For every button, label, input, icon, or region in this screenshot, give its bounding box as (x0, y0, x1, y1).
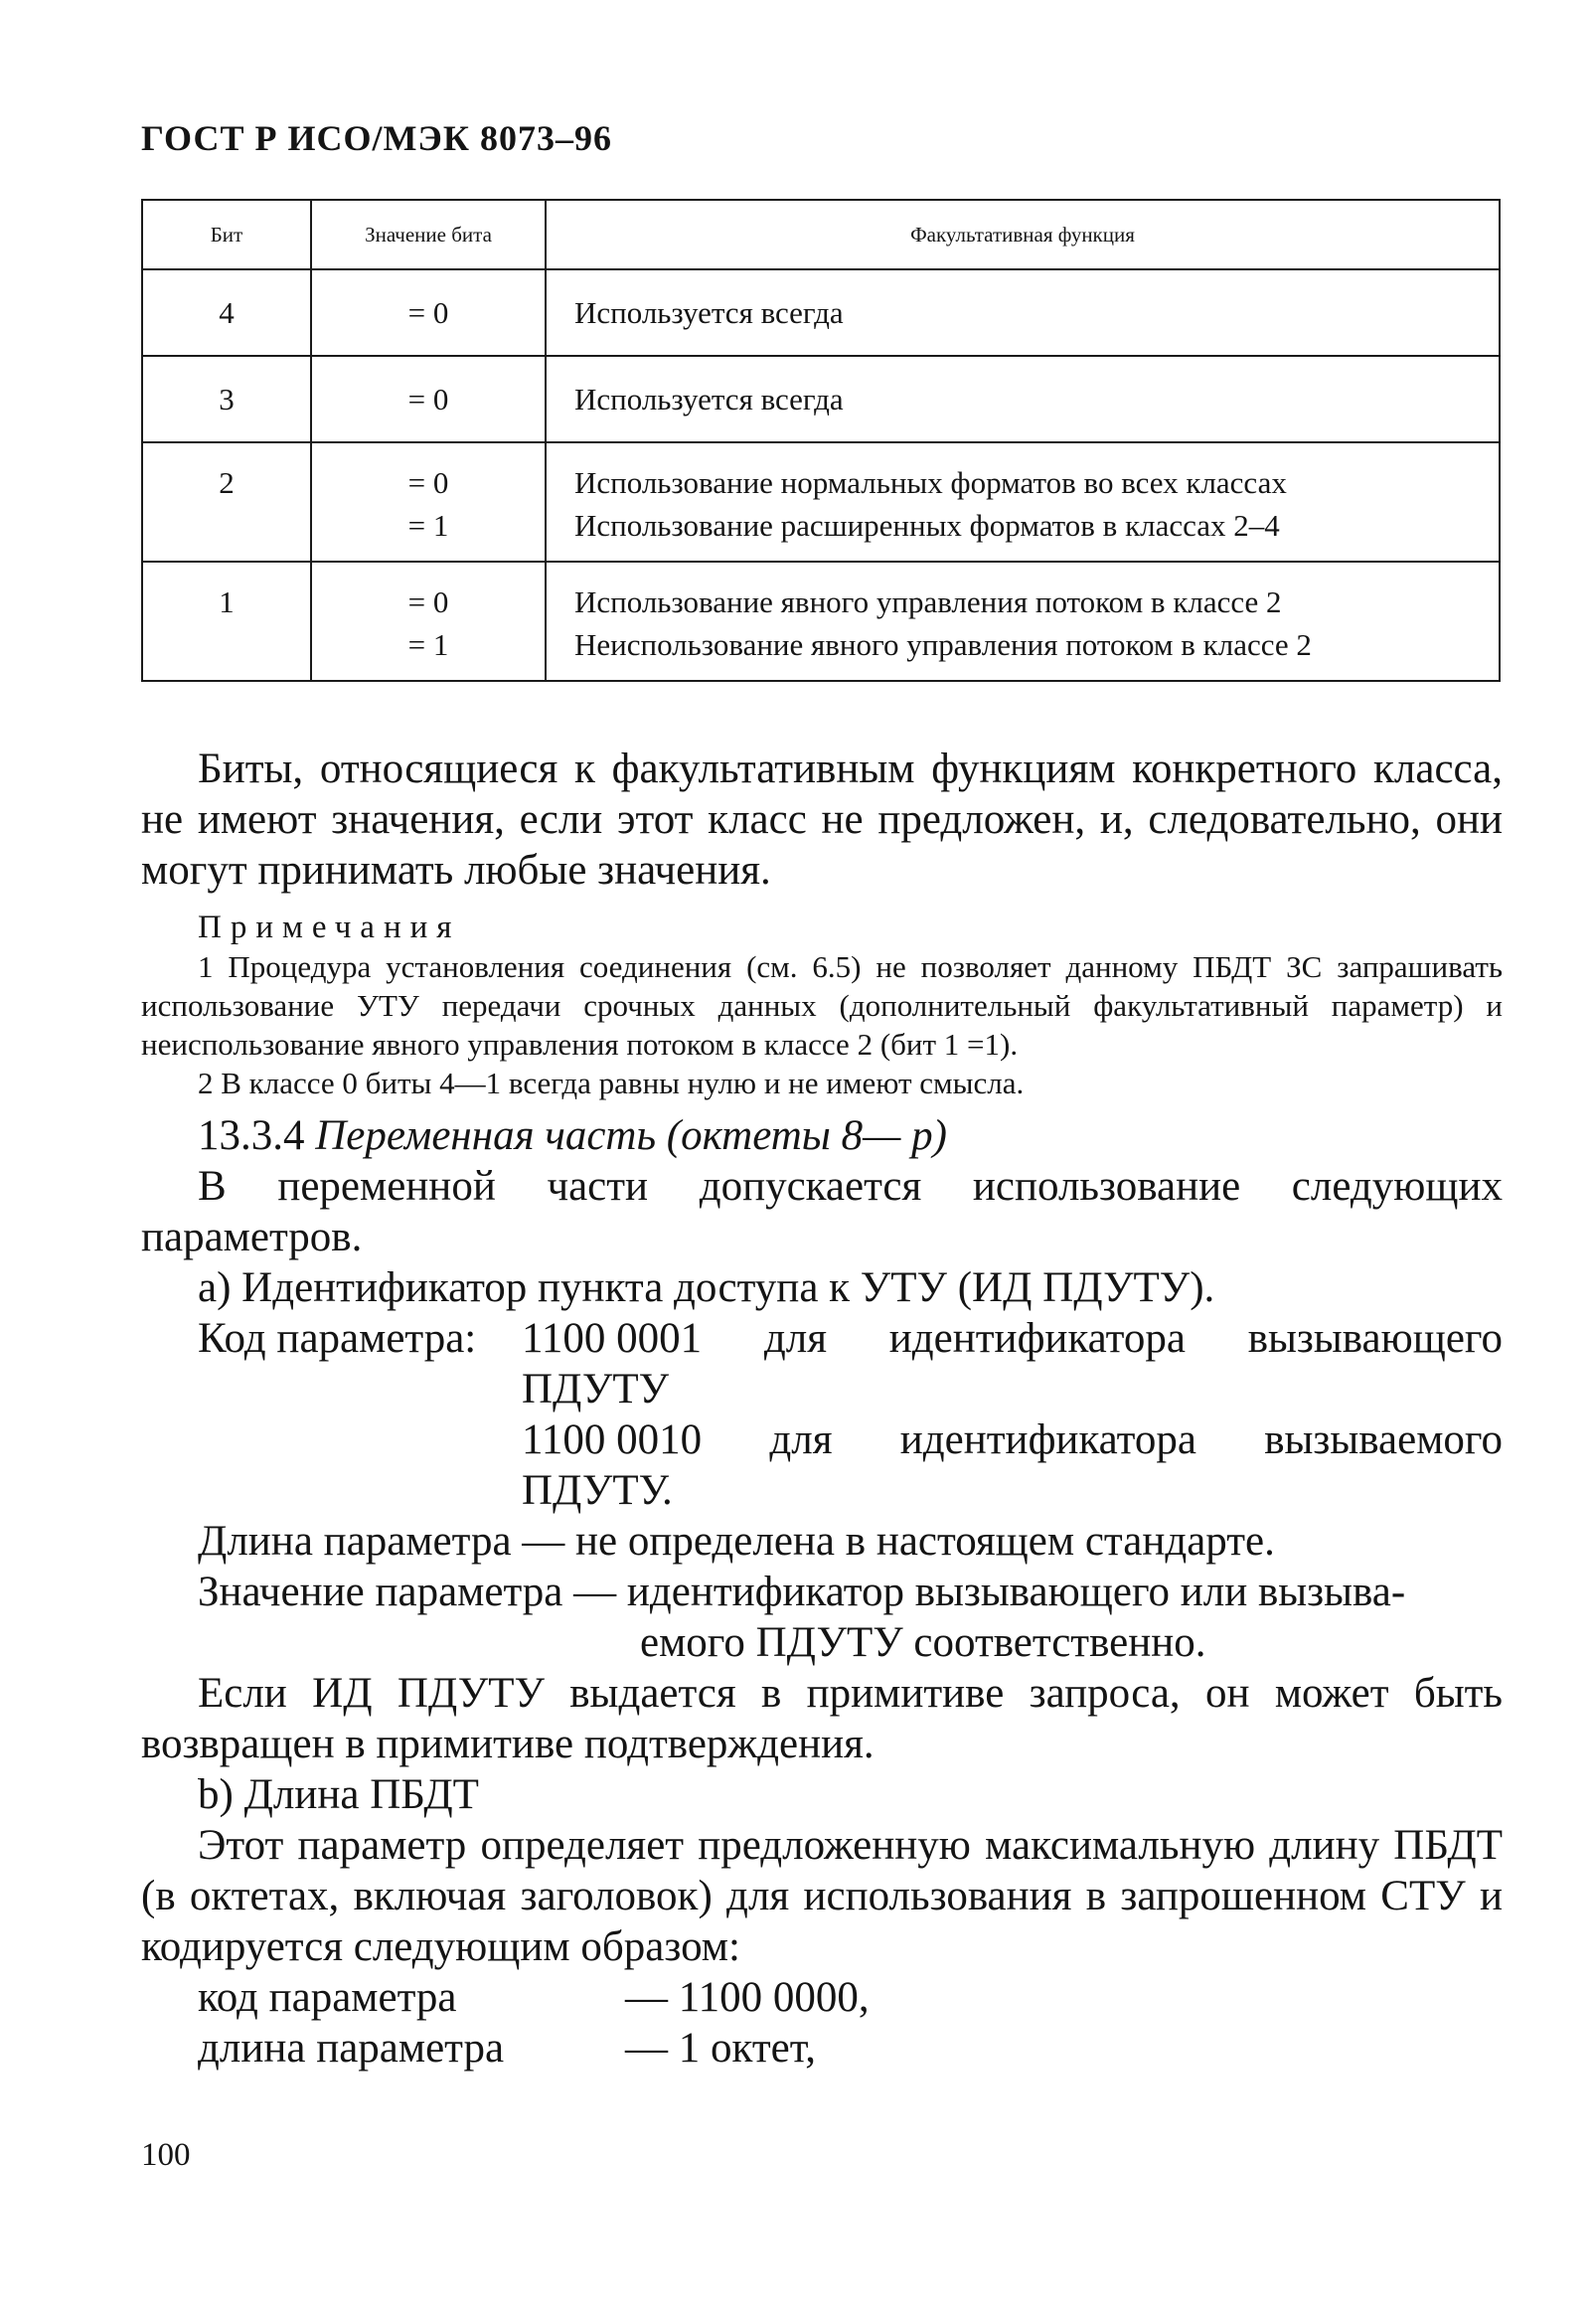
code1-tail: ПДУТУ (522, 1366, 670, 1412)
cell-value (311, 269, 546, 356)
note-1: 1 Процедура установления соединения (см. 6.5) не позволяет данному ПБДТ ЗС запрашивать использование УТУ передачи срочных данных (дополнительный факультативный параметр) и неиспользование явного управления потоком в классе 2 (бит 1 =1). (141, 949, 1503, 1062)
cell-function (546, 269, 1500, 356)
cell-bit: 2 (142, 442, 311, 562)
kv-value: — 1100 0000, (625, 1974, 870, 2021)
section-title: Переменная часть (октеты 8— p) (315, 1112, 947, 1159)
section-heading (198, 1110, 1503, 1161)
cell-value (311, 442, 546, 562)
table-row (142, 442, 1500, 562)
value-text-2: емого ПДУТУ соответственно. (640, 1619, 1206, 1666)
table-row (142, 269, 1500, 356)
code2-line (522, 1414, 1503, 1465)
code1-word: вызывающего (1247, 1315, 1503, 1362)
code1-line (522, 1313, 1503, 1364)
notes-heading: Примечания (198, 910, 461, 945)
code2-word: вызываемого (1264, 1416, 1503, 1463)
column-header-bit: Бит (142, 200, 311, 269)
item-b: b) Длина ПБДТ (198, 1771, 479, 1818)
cell-bit: 4 (142, 269, 311, 356)
page-number: 100 (141, 2137, 191, 2173)
code1-word: идентификатора (888, 1315, 1186, 1362)
table-row (142, 562, 1500, 681)
section-number: 13.3.4 (198, 1112, 305, 1159)
cell-function (546, 356, 1500, 442)
cell-function (546, 442, 1500, 562)
item-a: a) Идентификатор пункта доступа к УТУ (ИД ПДУТУ). (198, 1264, 1215, 1311)
kv-key: код параметра (198, 1974, 457, 2021)
bit-value: = 1 (407, 627, 449, 662)
function-text: Использование нормальных форматов во всех классах (574, 465, 1287, 500)
function-text: Использование явного управления потоком в классе 2 (574, 584, 1282, 619)
length-line: Длина параметра — не определена в настоящем стандарте. (198, 1518, 1275, 1565)
cell-value (311, 356, 546, 442)
function-text: Использование расширенных форматов в классах 2–4 (574, 508, 1280, 543)
value-text-1: идентификатор вызывающего или вызыва- (626, 1569, 1406, 1615)
note-2: 2 В классе 0 биты 4—1 всегда равны нулю и не имеют смысла. (198, 1066, 1025, 1100)
column-header-function: Факультативная функция (546, 200, 1500, 269)
paragraph-variable-part: В переменной части допускается использование следующих параметров. (141, 1163, 1503, 1260)
kv-parameter-code (198, 1972, 1503, 2023)
cell-value (311, 562, 546, 681)
bit-function-table (141, 199, 1501, 682)
code-label: Код параметра: (198, 1315, 477, 1362)
cell-function (546, 562, 1500, 681)
table-header-row (142, 200, 1500, 269)
function-text: Используется всегда (574, 295, 844, 330)
code2-tail: ПДУТУ. (522, 1467, 673, 1514)
parameter-code-block (198, 1313, 1503, 1516)
table-row (142, 356, 1500, 442)
function-text: Неиспользование явного управления потоком в классе 2 (574, 627, 1312, 662)
code2-word: идентификатора (899, 1416, 1196, 1463)
code1-word: для (763, 1315, 828, 1362)
bit-value: = 0 (407, 465, 449, 500)
body-text (141, 744, 1503, 2074)
bit-value: = 1 (407, 508, 449, 543)
value-line-2 (198, 1617, 1503, 1668)
kv-value: — 1 октет, (625, 2025, 817, 2072)
paragraph-optional-bits: Биты, относящиеся к факультативным функциям конкретного класса, не имеют значения, если этот класс не предложен, и, следовательно, они могут принимать любые значения. (141, 746, 1503, 894)
code2-word: для (769, 1416, 833, 1463)
kv-key: длина параметра (198, 2025, 505, 2072)
page-header: ГОСТ Р ИСО/МЭК 8073–96 (141, 118, 612, 158)
parameter-value-block (198, 1567, 1503, 1668)
cell-bit: 1 (142, 562, 311, 681)
kv-parameter-length (198, 2023, 1503, 2074)
cell-bit: 3 (142, 356, 311, 442)
paragraph-confirmation: Если ИД ПДУТУ выдается в примитиве запроса, он может быть возвращен в примитиве подтверждения. (141, 1670, 1503, 1767)
bit-value: = 0 (407, 295, 449, 330)
paragraph-tpdu-length: Этот параметр определяет предложенную максимальную длину ПБДТ (в октетах, включая заголовок) для использования в запрошенном СТУ и кодируется следующим образом: (141, 1822, 1503, 1970)
function-text: Используется всегда (574, 382, 844, 416)
value-line-1 (198, 1567, 1503, 1617)
value-label: Значение параметра — (198, 1569, 617, 1615)
bit-value: = 0 (407, 382, 449, 416)
bit-value: = 0 (407, 584, 449, 619)
code-values (522, 1313, 1503, 1516)
code2-value: 1100 0010 (522, 1416, 703, 1463)
column-header-value: Значение бита (311, 200, 546, 269)
code1-value: 1100 0001 (522, 1315, 703, 1362)
